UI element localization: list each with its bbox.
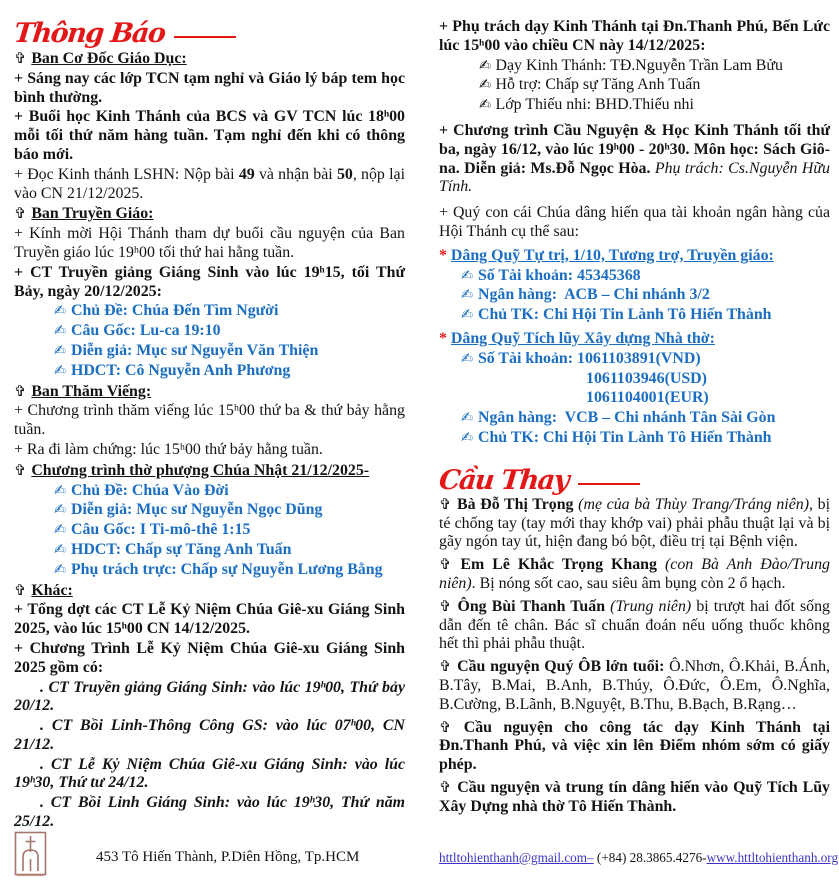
announcement-paragraph: + CT Truyền giảng Giáng Sinh vào lúc 19ʰ15, tối Thứ Bảy, ngày 20/12/2025:	[14, 263, 405, 300]
fund-heading: * Dâng Quỹ Tích lũy Xây dựng Nhà thờ:	[439, 329, 715, 347]
section-heading-visitation: ✞ Ban Thăm Viếng:	[14, 382, 152, 400]
detail-bullet-line: ✍ Phụ trách trực: Chấp sự Nguyễn Lương Bằng	[54, 560, 383, 578]
account-number-line: 1061104001(EUR)	[586, 389, 709, 407]
footer-contact-line	[439, 849, 839, 866]
schedule-item-line: . CT Bồi Linh Giáng Sinh: vào lúc 19ʰ30, Thứ năm 25/12.	[14, 794, 405, 831]
schedule-item-line: . CT Truyền giảng Giáng Sinh: vào lúc 19ʰ00, Thứ bảy 20/12.	[14, 678, 405, 715]
prayer-item: ✞ Em Lê Khắc Trọng Khang (con Bà Anh Đào/Trung niên). Bị nóng sốt cao, sau siêu âm bụng còn 2 ổ hạch.	[439, 556, 830, 592]
account-number-line: 1061103946(USD)	[586, 369, 707, 387]
church-address: 453 Tô Hiến Thành, P.Diên Hồng, Tp.HCM	[96, 849, 360, 865]
detail-bullet-line: ✍ Diễn giả: Mục sư Nguyễn Văn Thiện	[54, 341, 319, 359]
phone-text: (+84) 28.3865.4276-	[593, 849, 707, 865]
detail-bullet-line: ✍ Chủ Đề: Chúa Đến Tìm Người	[54, 302, 279, 320]
website-link[interactable]: www.httltohienthanh.org	[706, 849, 839, 865]
announcement-paragraph: + Buổi học Kinh Thánh của BCS và GV TCN lúc 18ʰ00 mỗi tối thứ năm hàng tuần. Tạm nghỉ đến khi có thông báo mới.	[14, 108, 405, 163]
announcement-paragraph: + Sáng nay các lớp TCN tạm nghỉ và Giáo lý báp tem học bình thường.	[14, 69, 405, 106]
script-title-text: Cầu Thay	[437, 464, 570, 496]
red-underline-decoration	[578, 483, 640, 485]
announcement-paragraph: + Kính mời Hội Thánh tham dự buổi cầu nguyện của Ban Truyền giáo lúc 19ʰ00 tối thứ hai hằng tuần.	[14, 225, 405, 261]
detail-bullet-line: ✍ Câu Gốc: I Ti-mô-thê 1:15	[54, 521, 251, 539]
detail-bullet-line: ✍ Lớp Thiếu nhi: BHD.Thiếu nhi	[479, 96, 694, 114]
script-title-text: Thông Báo	[12, 18, 167, 50]
section-heading-other: ✞ Khác:	[14, 581, 73, 599]
cau-thay-script-heading	[437, 457, 830, 496]
prayer-item: ✞ Ông Bùi Thanh Tuấn (Trung niên) bị trượt hai đốt sống dẫn đến tê chân. Bác sĩ chuẩn đoán nếu uống thuốc không hết thì phải phẫu thuật.	[439, 597, 830, 653]
church-logo	[14, 831, 52, 884]
detail-bullet-line: ✍ Hỗ trợ: Chấp sự Tăng Anh Tuấn	[479, 76, 701, 94]
two-column-layout	[14, 10, 830, 833]
footer	[14, 831, 839, 884]
detail-bullet-line: ✍ HDCT: Chấp sự Tăng Anh Tuấn	[54, 540, 292, 558]
announcement-paragraph: + Chương trình Cầu Nguyện & Học Kinh Thánh tối thứ ba, ngày 16/12, vào lúc 19ʰ00 - 20ʰ30. Môn học: Sách Giô-na. Diễn giả: Ms.Đỗ Ngọc Hòa. Phụ trách: Cs.Nguyễn Hữu Tính.	[439, 121, 830, 196]
announcement-paragraph: + Chương Trình Lễ Kỷ Niệm Chúa Giê-xu Giáng Sinh 2025 gồm có:	[14, 639, 405, 676]
prayer-item: ✞ Bà Đỗ Thị Trọng (mẹ của bà Thùy Trang/Tráng niên), bị té chống tay (tay mới thay khớp vai) phải phẫu thuật lại và bị gãy ngón tay út, hiện đang bó bột, điều trị tại Bệnh viện.	[439, 495, 831, 551]
announcement-paragraph: + Chương trình thăm viếng lúc 15ʰ00 thứ ba & thứ bảy hằng tuần.	[14, 402, 405, 439]
account-detail-line: ✍ Số Tài khoản: 1061103891(VND)	[461, 349, 701, 367]
prayer-column	[439, 10, 830, 817]
section-heading-education: ✞ Ban Cơ Đốc Giáo Dục:	[14, 50, 187, 67]
prayer-item: ✞ Cầu nguyện Quý ÔB lớn tuổi: Ô.Nhơn, Ô.Khải, B.Ánh, B.Tây, B.Mai, B.Anh, B.Thúy, Ô.Đức, Ô.Em, Ô.Nghĩa, B.Cường, B.Lãnh, B.Nguyệt, B.Thu, B.Bạch, B.Rạng…	[439, 658, 830, 713]
section-heading-mission: ✞ Ban Truyền Giáo:	[14, 205, 154, 223]
announcement-paragraph: + Đọc Kinh thánh LSHN: Nộp bài 49 và nhận bài 50, nộp lại vào CN 21/12/2025.	[14, 165, 405, 202]
announcement-paragraph: + Tổng dợt các CT Lễ Kỷ Niệm Chúa Giê-xu Giáng Sinh 2025, vào lúc 15ʰ00 CN 14/12/2025.	[14, 601, 405, 638]
account-detail-line: ✍ Số Tài khoản: 45345368	[461, 266, 641, 284]
account-detail-line: ✍ Ngân hàng: VCB – Chi nhánh Tân Sài Gòn	[461, 409, 776, 427]
section-heading-worship: ✞ Chương trình thờ phượng Chúa Nhật 21/12/2025-	[14, 461, 370, 479]
announcement-paragraph: + Ra đi làm chứng: lúc 15ʰ00 thứ bảy hằng tuần.	[14, 440, 323, 458]
account-detail-line: ✍ Ngân hàng: ACB – Chi nhánh 3/2	[461, 286, 710, 304]
announcement-paragraph: + Phụ trách dạy Kinh Thánh tại Đn.Thanh Phú, Bến Lức lúc 15ʰ00 vào chiều CN này 14/12/2025:	[439, 18, 830, 54]
thong-bao-script-heading	[12, 10, 405, 50]
email-link[interactable]: httltohienthanh@gmail.com–	[439, 849, 594, 865]
red-underline-decoration	[174, 36, 236, 38]
detail-bullet-line: ✍ HDCT: Cô Nguyễn Anh Phương	[54, 361, 291, 379]
announcements-column	[14, 10, 405, 833]
detail-bullet-line: ✍ Câu Gốc: Lu-ca 19:10	[54, 322, 221, 340]
schedule-item-line: . CT Lễ Kỷ Niệm Chúa Giê-xu Giáng Sinh: vào lúc 19ʰ30, Thứ tư 24/12.	[14, 755, 405, 792]
fund-heading: * Dâng Quỹ Tự trị, 1/10, Tương trợ, Truyền giáo:	[439, 246, 774, 264]
account-detail-line: ✍ Chủ TK: Chi Hội Tin Lành Tô Hiến Thành	[461, 306, 772, 324]
detail-bullet-line: ✍ Dạy Kinh Thánh: TĐ.Nguyễn Trần Lam Bửu	[479, 56, 783, 74]
prayer-item: ✞ Cầu nguyện và trung tín dâng hiến vào Quỹ Tích Lũy Xây Dựng nhà thờ Tô Hiến Thành.	[439, 778, 830, 815]
account-detail-line: ✍ Chủ TK: Chi Hội Tin Lành Tô Hiến Thành	[461, 428, 772, 446]
footer-address-block	[14, 831, 405, 884]
prayer-item: ✞ Cầu nguyện cho công tác dạy Kinh Thánh tại Đn.Thanh Phú, và việc xin lên Điểm nhóm sớm có giấy phép.	[439, 718, 830, 774]
detail-bullet-line: ✍ Diễn giả: Mục sư Nguyễn Ngọc Dũng	[54, 501, 323, 519]
announcement-paragraph: + Quý con cái Chúa dâng hiến qua tài khoản ngân hàng của Hội Thánh cụ thể sau:	[439, 204, 830, 240]
detail-bullet-line: ✍ Chủ Đề: Chúa Vào Đời	[54, 481, 229, 499]
schedule-item-line: . CT Bồi Linh-Thông Công GS: vào lúc 07ʰ00, CN 21/12.	[14, 717, 405, 753]
